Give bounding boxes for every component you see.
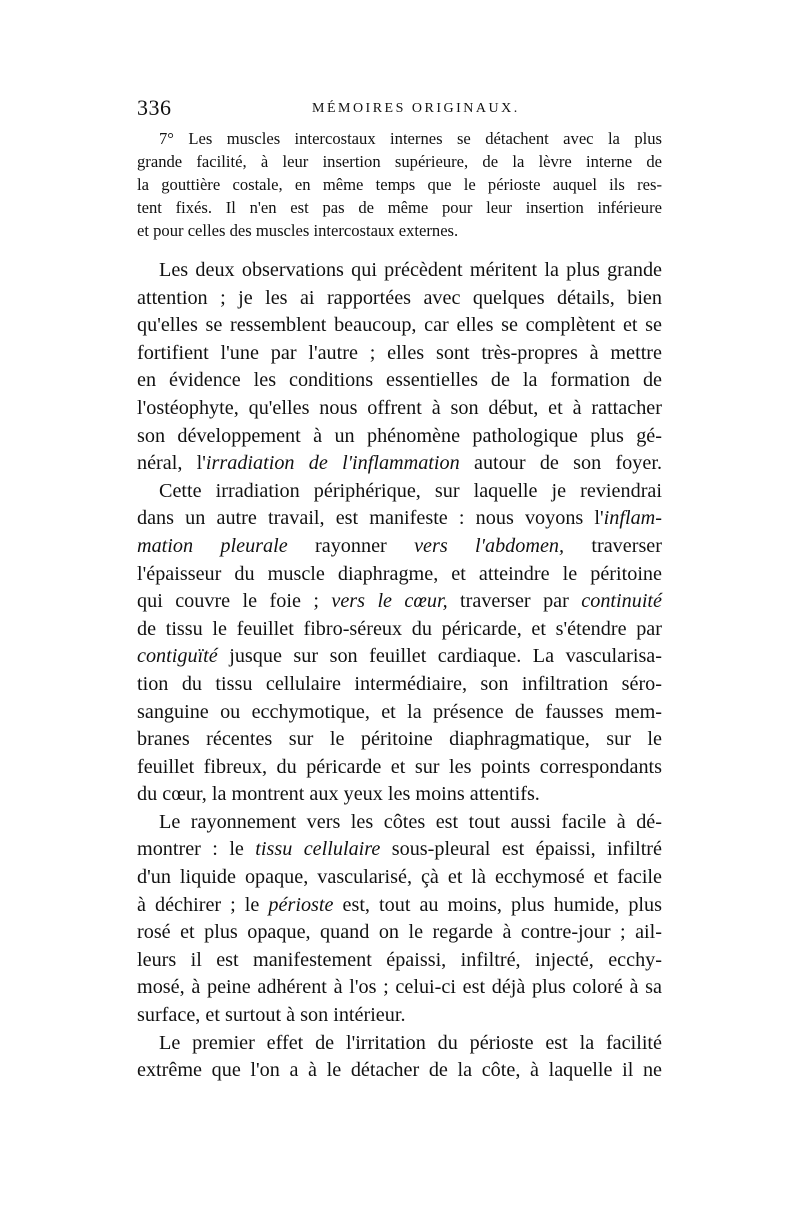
- text-line: de tissu le feuillet fibro-séreux du péricarde, et s'étendre par: [137, 617, 662, 640]
- observation-note: [137, 127, 662, 242]
- text-run: rayonner: [287, 534, 415, 557]
- text-line: [137, 836, 662, 864]
- text-line: l'épaisseur du muscle diaphragme, et atteindre le péritoine: [137, 562, 662, 585]
- note-line: grande facilité, à leur insertion supérieure, de la lèvre interne de: [137, 152, 662, 171]
- text-line: leurs il est manifestement épaissi, infiltré, injecté, ecchy-: [137, 948, 662, 971]
- text-line: qu'elles se ressemblent beaucoup, car elles se complètent et se: [137, 314, 662, 337]
- text-run: traverser: [564, 534, 662, 557]
- italic-run: inflam-: [603, 507, 662, 530]
- text-line: [137, 643, 662, 671]
- running-title: MÉMOIRES ORIGINAUX.: [312, 101, 520, 116]
- italic-run: irradiation de l'inflammation: [205, 452, 460, 475]
- text-line: [137, 505, 662, 533]
- text-line: mosé, à peine adhérent à l'os ; celui-ci est déjà plus coloré à sa: [137, 976, 662, 999]
- page-number: 336: [137, 95, 172, 120]
- text-line: attention ; je les ai rapportées avec quelques détails, bien: [137, 286, 662, 309]
- text-run: sous-pleural est épaissi, infiltré: [380, 838, 662, 861]
- text-run: jusque sur son feuillet cardiaque. La vascularisa-: [217, 645, 662, 668]
- text-line: [137, 588, 662, 616]
- text-line: du cœur, la montrent aux yeux les moins attentifs.: [137, 783, 540, 806]
- note-line: 7° Les muscles intercostaux internes se détachent avec la plus: [159, 129, 662, 148]
- text-run: autour de son foyer.: [459, 452, 662, 475]
- text-line: extrême que l'on a à le détacher de la côte, à laquelle il ne: [137, 1059, 662, 1082]
- text-line: [137, 533, 662, 561]
- italic-run: mation pleurale: [137, 534, 288, 557]
- text-run: qui couvre le foie ;: [137, 590, 332, 613]
- text-line: son développement à un phénomène pathologique plus gé-: [137, 424, 662, 447]
- text-line: Les deux observations qui précèdent méritent la plus grande: [159, 259, 662, 281]
- italic-run: continuité: [581, 590, 662, 613]
- note-line: la gouttière costale, en même temps que le périoste auquel ils res-: [137, 175, 662, 194]
- text-run: traverser par: [447, 590, 582, 613]
- text-line: branes récentes sur le péritoine diaphragmatique, sur le: [137, 728, 662, 751]
- text-line: Le premier effet de l'irritation du périoste est la facilité: [159, 1031, 662, 1054]
- italic-run: vers l'abdomen,: [414, 534, 565, 557]
- text-line: sanguine ou ecchymotique, et la présence de fausses mem-: [137, 700, 662, 723]
- text-line: l'ostéophyte, qu'elles nous offrent à son début, et à rattacher: [137, 396, 662, 419]
- text-line: surface, et surtout à son intérieur.: [137, 1004, 406, 1027]
- italic-run: contiguïté: [137, 645, 218, 668]
- text-line: rosé et plus opaque, quand on le regarde à contre-jour ; ail-: [137, 921, 662, 944]
- note-line: et pour celles des muscles intercostaux externes.: [137, 221, 459, 240]
- main-text: [137, 257, 662, 1085]
- italic-run: vers le cœur,: [331, 590, 448, 613]
- italic-run: périoste: [268, 893, 334, 916]
- text-line: feuillet fibreux, du péricarde et sur les points correspondants: [137, 755, 662, 778]
- text-line: en évidence les conditions essentielles de la formation de: [137, 369, 662, 392]
- text-line: fortifient l'une par l'autre ; elles sont très-propres à mettre: [137, 341, 662, 364]
- running-head: [137, 96, 665, 120]
- text-run: montrer : le: [137, 838, 256, 861]
- text-line: tion du tissu cellulaire intermédiaire, son infiltration séro-: [137, 672, 662, 695]
- text-run: dans un autre travail, est manifeste : nous voyons l': [137, 507, 604, 530]
- text-line: [137, 450, 662, 478]
- text-line: Le rayonnement vers les côtes est tout aussi facile à dé-: [159, 810, 662, 833]
- text-run: à déchirer ; le: [137, 893, 269, 916]
- text-line: [137, 892, 662, 920]
- text-line: d'un liquide opaque, vascularisé, çà et là ecchymosé et facile: [137, 866, 662, 889]
- italic-run: tissu cellulaire: [255, 838, 381, 861]
- text-run: est, tout au moins, plus humide, plus: [333, 893, 662, 916]
- text-run: néral, l': [137, 452, 206, 475]
- note-line: tent fixés. Il n'en est pas de même pour leur insertion inférieure: [137, 198, 662, 217]
- text-line: Cette irradiation périphérique, sur laquelle je reviendrai: [159, 479, 662, 502]
